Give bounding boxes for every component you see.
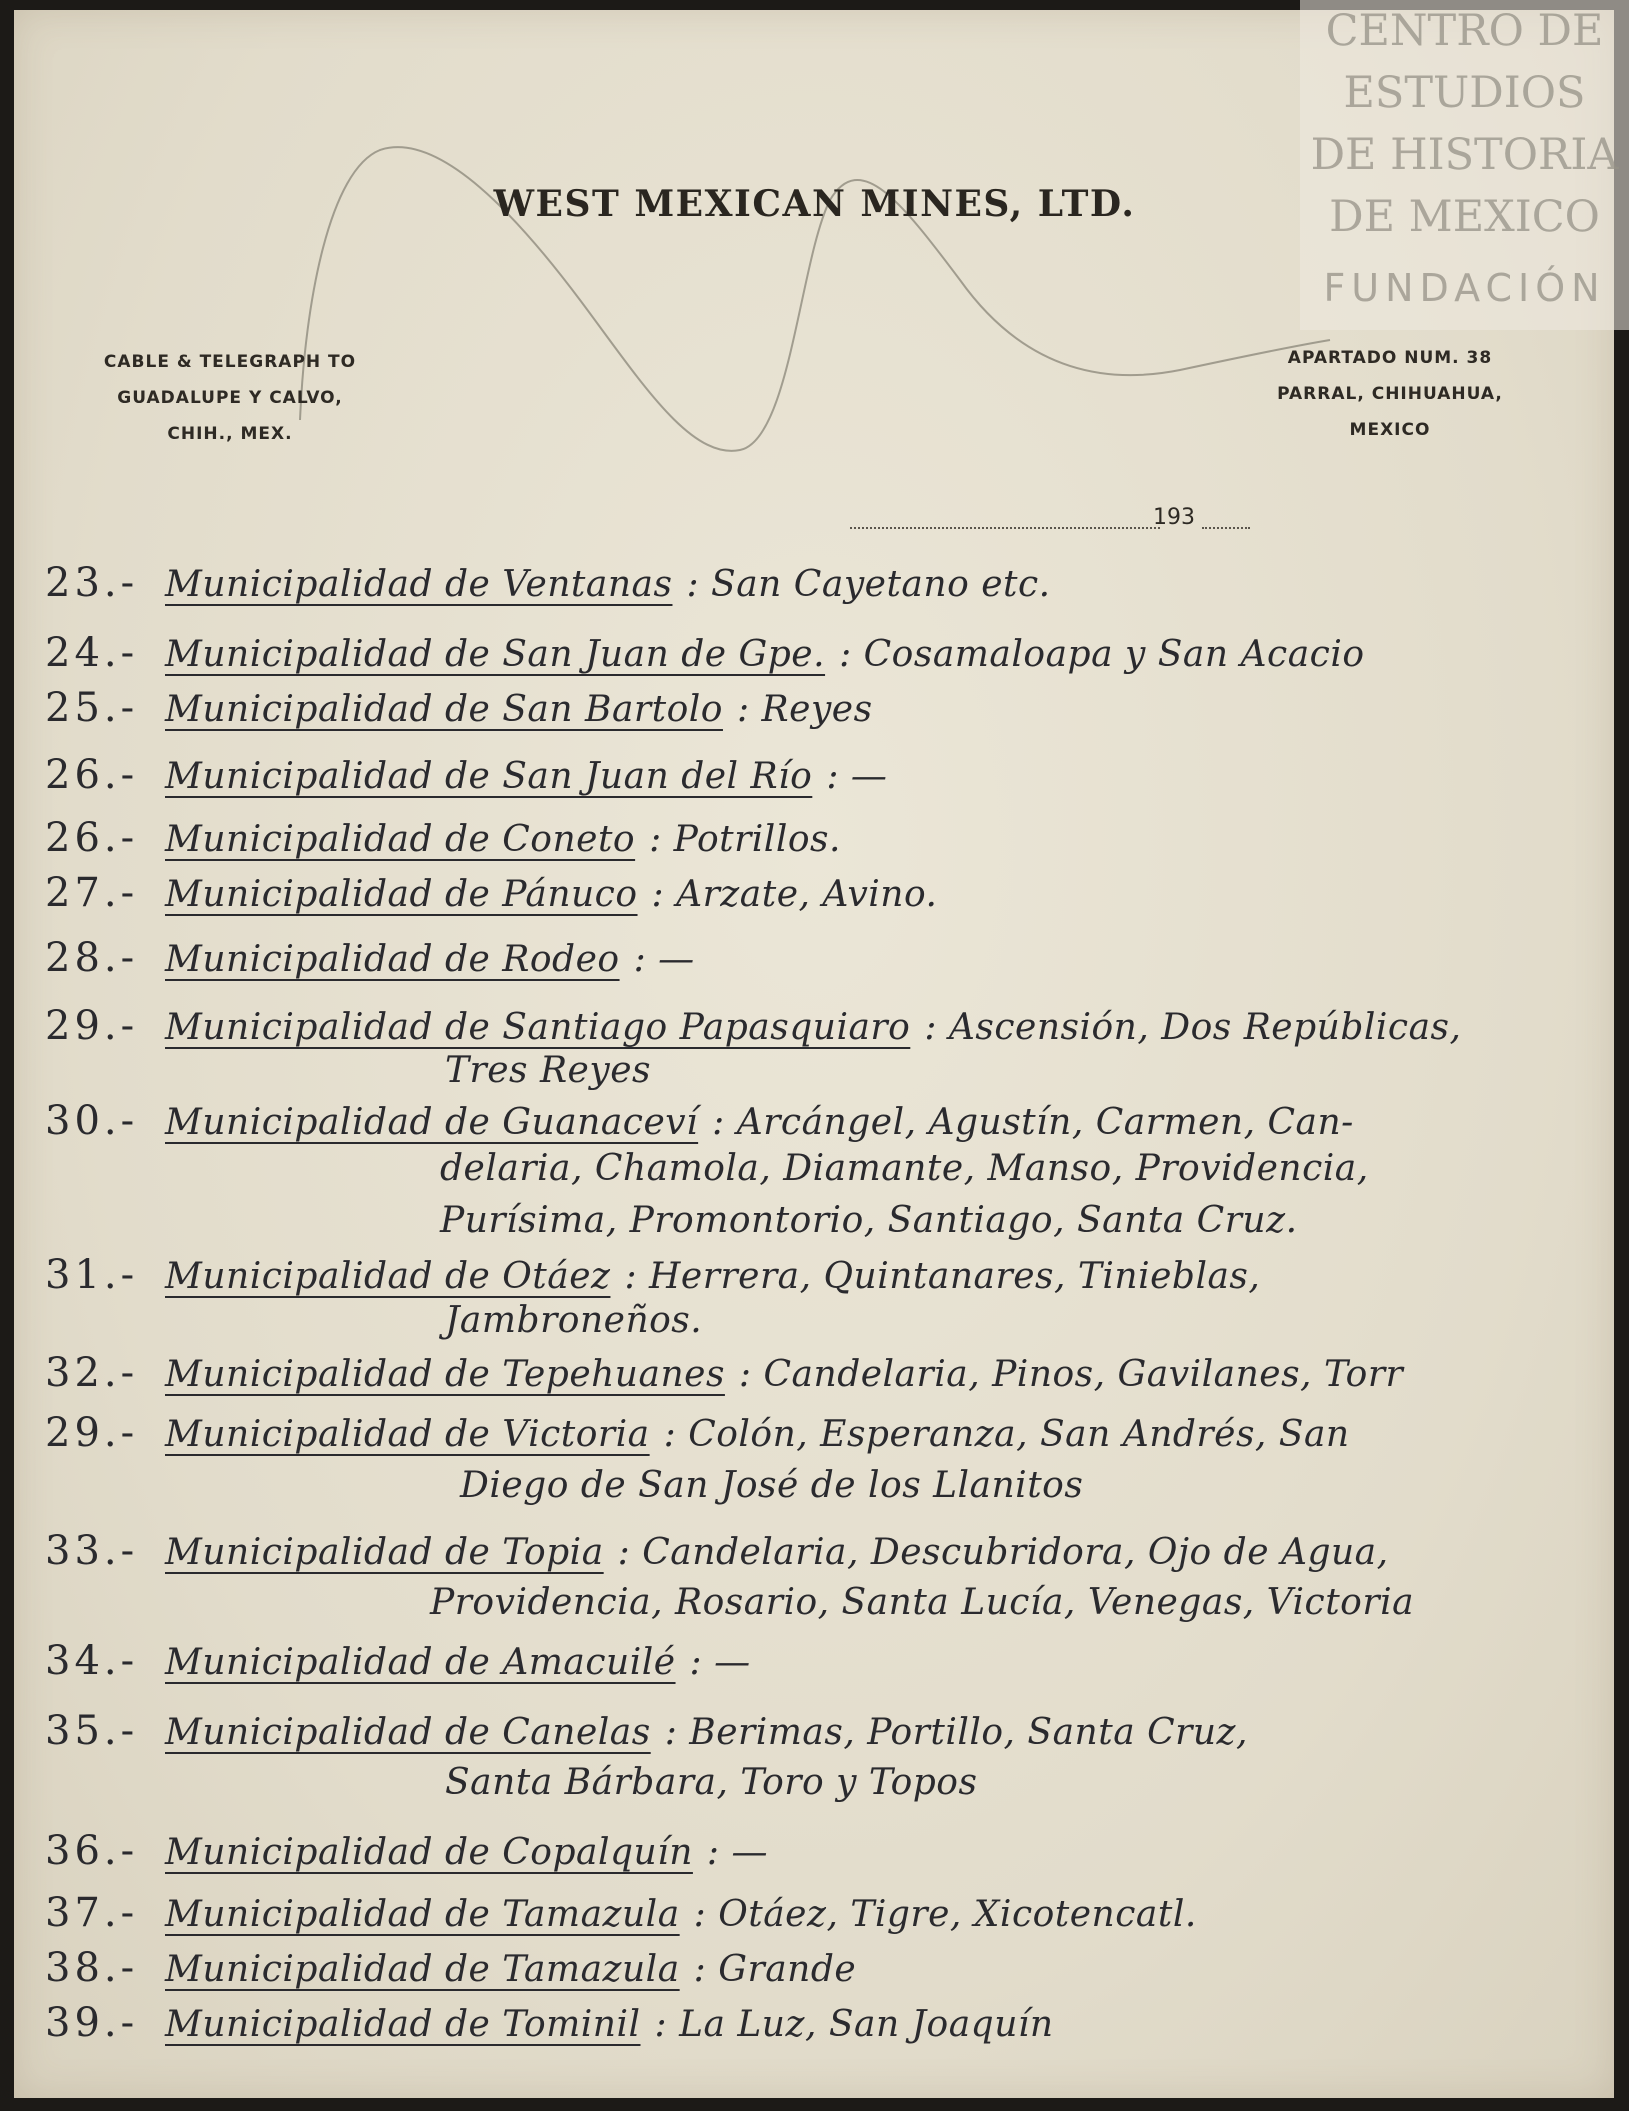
list-item (45, 1003, 1461, 1049)
list-item (45, 752, 887, 798)
entry-localities: : La Luz, San Joaquín (654, 2004, 1054, 2045)
entry-number: 37.- (45, 1890, 139, 1936)
entry-localities: : — (633, 939, 695, 980)
entry-localities: : Candelaria, Descubridora, Ojo de Agua, (617, 1532, 1389, 1573)
cable-line: GUADALUPE Y CALVO, (117, 388, 343, 408)
entry-continuation: Purísima, Promontorio, Santiago, Santa Cruz. (440, 1200, 1298, 1241)
entry-continuation: Providencia, Rosario, Santa Lucía, Venegas, Victoria (430, 1582, 1415, 1623)
entry-localities: : Cosamaloapa y San Acacio (839, 634, 1365, 675)
entry-localities: : Arcángel, Agustín, Carmen, Can- (712, 1102, 1354, 1143)
entry-number: 36.- (45, 1828, 139, 1874)
list-item (45, 1252, 1260, 1298)
entry-municipality: Municipalidad de Tamazula (165, 1894, 680, 1935)
entry-number: 29.- (45, 1003, 139, 1049)
entry-continuation: delaria, Chamola, Diamante, Manso, Providencia, (440, 1148, 1369, 1189)
cable-line: CABLE & TELEGRAPH TO (103, 352, 357, 372)
entry-continuation: Jambroneños. (445, 1300, 703, 1341)
entry-municipality: Municipalidad de Guanaceví (165, 1102, 699, 1143)
entry-number: 25.- (45, 685, 139, 731)
cable-address (95, 344, 365, 452)
address-line: PARRAL, CHIHUAHUA, (1277, 384, 1503, 404)
entry-localities: : Reyes (736, 689, 873, 730)
entry-localities: : — (689, 1642, 751, 1683)
entry-number: 35.- (45, 1708, 139, 1754)
list-item (45, 1638, 751, 1684)
list-item (45, 1945, 856, 1991)
entry-municipality: Municipalidad de Tominil (165, 2004, 641, 2045)
date-dotted-rule (850, 527, 1160, 529)
watermark-foundation: FUNDACIÓN (1323, 266, 1606, 310)
entry-number: 31.- (45, 1252, 139, 1298)
entry-localities: : San Cayetano etc. (686, 564, 1051, 605)
list-item (45, 1528, 1389, 1574)
entry-number: 32.- (45, 1350, 139, 1396)
entry-municipality: Municipalidad de Santiago Papasquiaro (165, 1007, 911, 1048)
entry-continuation: Tres Reyes (445, 1050, 651, 1091)
entry-municipality: Municipalidad de Ventanas (165, 564, 673, 605)
entry-municipality: Municipalidad de Tepehuanes (165, 1354, 725, 1395)
entry-number: 30.- (45, 1098, 139, 1144)
date-year-prefix: 193 (1153, 505, 1195, 530)
entry-number: 38.- (45, 1945, 139, 1991)
address-line: MEXICO (1349, 420, 1431, 440)
entry-localities: : Herrera, Quintanares, Tinieblas, (624, 1256, 1261, 1297)
entry-continuation: Diego de San José de los Llanitos (460, 1465, 1084, 1506)
entry-localities: : Otáez, Tigre, Xicotencatl. (693, 1894, 1197, 1935)
entry-municipality: Municipalidad de Tamazula (165, 1949, 680, 1990)
list-item (45, 870, 937, 916)
list-item (45, 815, 841, 861)
entry-municipality: Municipalidad de Victoria (165, 1414, 650, 1455)
date-dotted-rule (1202, 527, 1250, 529)
entry-number: 26.- (45, 815, 139, 861)
entry-municipality: Municipalidad de Copalquín (165, 1832, 693, 1873)
entry-localities: : Berimas, Portillo, Santa Cruz, (664, 1712, 1248, 1753)
entry-number: 28.- (45, 935, 139, 981)
list-item (45, 685, 873, 731)
entry-number: 39.- (45, 2000, 139, 2046)
entry-number: 24.- (45, 630, 139, 676)
list-item (45, 1708, 1248, 1754)
list-item (45, 1098, 1354, 1144)
entry-localities: : — (706, 1832, 768, 1873)
entry-municipality: Municipalidad de Otáez (165, 1256, 611, 1297)
entry-municipality: Municipalidad de Canelas (165, 1712, 651, 1753)
address-line: APARTADO NUM. 38 (1287, 348, 1493, 368)
list-item (45, 1890, 1197, 1936)
entry-localities: : Potrillos. (649, 819, 841, 860)
entry-localities: : Candelaria, Pinos, Gavilanes, Torr (738, 1354, 1404, 1395)
watermark-line: ESTUDIOS (1343, 68, 1586, 118)
list-item (45, 560, 1051, 606)
entry-continuation: Santa Bárbara, Toro y Topos (445, 1762, 978, 1803)
entry-localities: : Ascensión, Dos Repúblicas, (924, 1007, 1462, 1048)
entry-municipality: Municipalidad de San Bartolo (165, 689, 723, 730)
watermark-line: CENTRO DE (1325, 6, 1604, 56)
cable-line: CHIH., MEX. (167, 424, 293, 444)
entry-localities: : — (826, 756, 888, 797)
list-item (45, 1410, 1350, 1456)
watermark-line: DE MEXICO (1329, 192, 1600, 242)
postal-address (1240, 340, 1540, 448)
company-title: WEST MEXICAN MINES, LTD. (493, 183, 1136, 225)
entry-municipality: Municipalidad de Amacuilé (165, 1642, 676, 1683)
entry-localities: : Grande (693, 1949, 857, 1990)
entry-municipality: Municipalidad de Rodeo (165, 939, 620, 980)
entry-municipality: Municipalidad de Topia (165, 1532, 604, 1573)
entry-number: 23.- (45, 560, 139, 606)
entry-number: 29.- (45, 1410, 139, 1456)
entry-localities: : Colón, Esperanza, San Andrés, San (663, 1414, 1350, 1455)
entry-municipality: Municipalidad de Coneto (165, 819, 636, 860)
entry-municipality: Municipalidad de Pánuco (165, 874, 638, 915)
list-item (45, 1350, 1403, 1396)
list-item (45, 2000, 1054, 2046)
entry-localities: : Arzate, Avino. (651, 874, 938, 915)
date-line (850, 505, 1250, 535)
list-item (45, 630, 1365, 676)
entry-number: 27.- (45, 870, 139, 916)
entry-municipality: Municipalidad de San Juan del Río (165, 756, 813, 797)
entry-municipality: Municipalidad de San Juan de Gpe. (165, 634, 826, 675)
entry-number: 34.- (45, 1638, 139, 1684)
list-item (45, 935, 695, 981)
watermark-line: DE HISTORIA (1310, 130, 1619, 180)
entry-number: 26.- (45, 752, 139, 798)
entry-number: 33.- (45, 1528, 139, 1574)
list-item (45, 1828, 768, 1874)
